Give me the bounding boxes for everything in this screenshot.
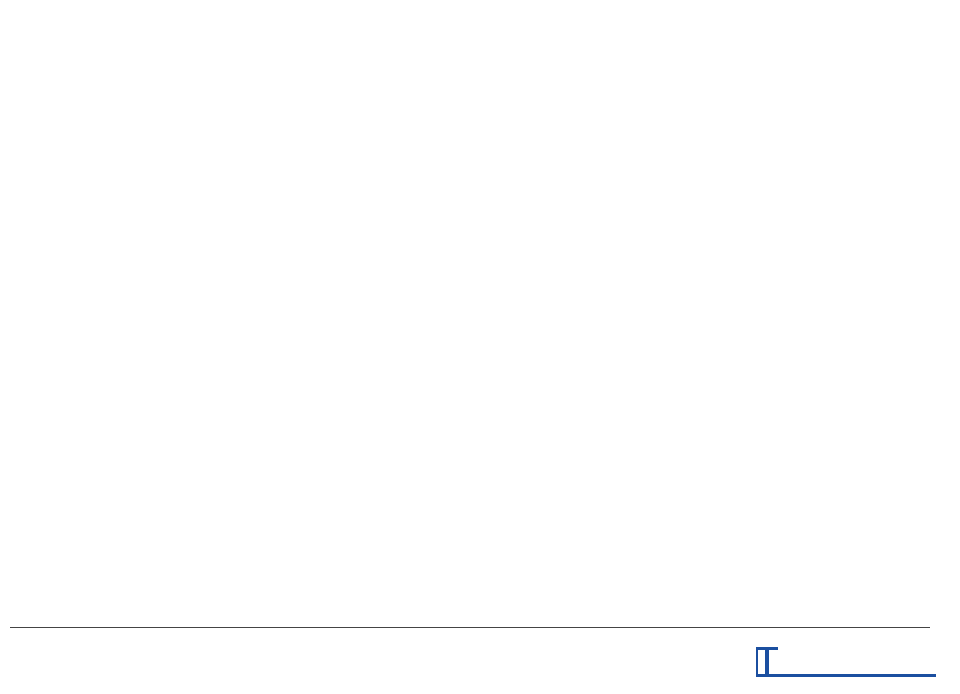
footer-divider — [10, 627, 930, 628]
company-logo — [756, 641, 936, 681]
